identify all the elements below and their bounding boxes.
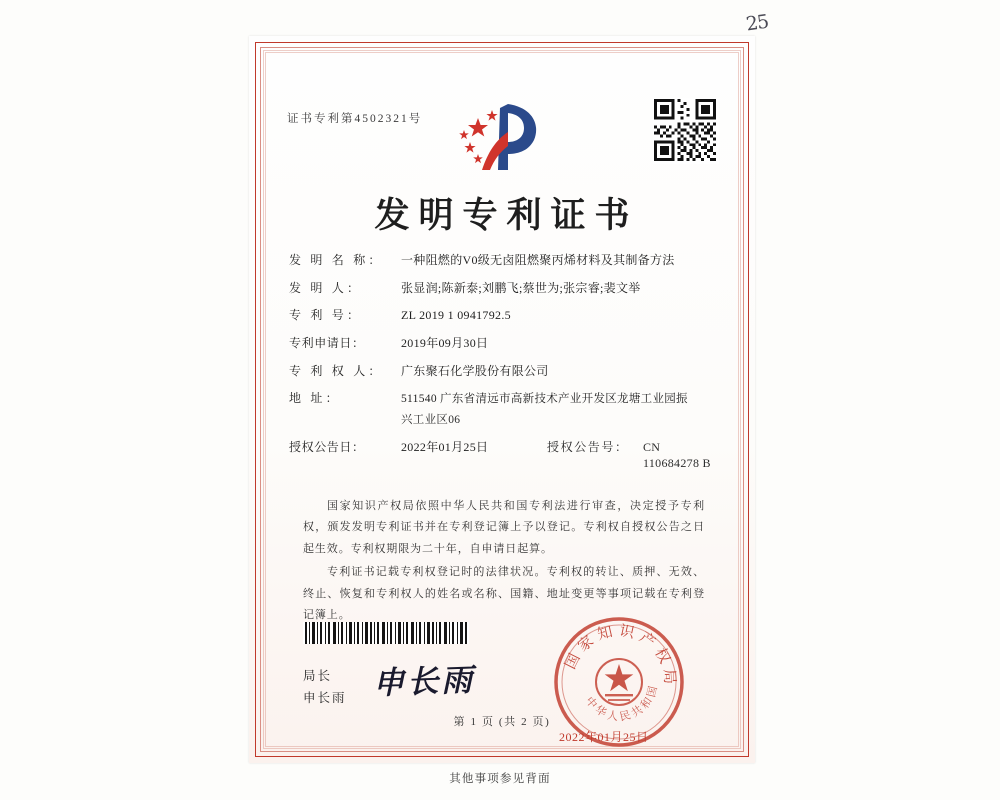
svg-text:中华人民共和国: 中华人民共和国 xyxy=(582,681,661,724)
qr-code xyxy=(653,98,719,164)
field-value-announcement-no: CN 110684278 B xyxy=(643,439,711,471)
field-label: 专 利 号： xyxy=(289,308,363,323)
field-inventors xyxy=(289,280,717,296)
legal-paragraph-1: 国家知识产权局依照中华人民共和国专利法进行审查，决定授予专利权，颁发发明专利证书并在专利登记簿上予以登记。专利权自授权公告之日起生效。专利权期限为二十年，自申请日起算。 xyxy=(303,500,705,555)
page-title: 发明专利证书 xyxy=(374,195,639,236)
field-label-grant-date: 授权公告日： xyxy=(289,439,365,454)
field-label-announcement-no: 授权公告号： xyxy=(547,439,629,454)
below-page-note: 其他事项参见背面 xyxy=(449,773,551,785)
field-label: 发 明 人： xyxy=(289,280,363,295)
field-value: 一种阻燃的V0级无卤阻燃聚丙烯材料及其制备方法 xyxy=(401,253,675,267)
field-value-grant-date: 2022年01月25日 xyxy=(401,439,489,454)
legal-paragraph-2: 专利证书记载专利权登记时的法律状况。专利权的转让、质押、无效、终止、恢复和专利权人的姓名或名称、国籍、地址变更等事项记载在专利登记簿上。 xyxy=(303,566,705,622)
field-address xyxy=(289,390,717,408)
patent-certificate xyxy=(249,36,755,763)
certificate-fields xyxy=(289,252,717,483)
field-application-date xyxy=(289,335,717,351)
field-value: ZL 2019 1 0941792.5 xyxy=(401,308,511,323)
signature-name-label: 申长雨 xyxy=(303,690,347,705)
field-value: 张显润;陈新泰;刘鹏飞;蔡世为;张宗睿;裴文举 xyxy=(401,280,641,295)
field-value: 2019年09月30日 xyxy=(401,336,489,351)
barcode xyxy=(303,622,469,644)
field-value: 广东聚石化学股份有限公司 xyxy=(401,363,549,378)
field-invention-name xyxy=(289,252,717,268)
svg-text:国家知识产权局: 国家知识产权局 xyxy=(560,621,680,690)
cnipa-emblem-icon xyxy=(448,96,556,178)
certificate-number: 证书专利第4502321号 xyxy=(287,113,423,125)
field-patent-number xyxy=(289,307,717,323)
seal-date: 2022年01月25日 xyxy=(559,730,649,744)
signature-title-label: 局长 xyxy=(303,669,333,683)
handwritten-signature: 申长雨 xyxy=(372,662,476,702)
signature-block xyxy=(303,666,347,710)
field-patentee xyxy=(289,363,717,379)
page-footer: 第 1 页 (共 2 页) xyxy=(453,716,551,728)
field-label: 发 明 名 称： xyxy=(289,253,384,267)
field-address-continuation: 兴工业区06 xyxy=(401,414,461,427)
field-label: 专利申请日： xyxy=(289,336,365,351)
legal-text xyxy=(303,496,705,629)
field-grant-row xyxy=(289,439,717,471)
handwritten-corner-mark: 25 xyxy=(744,10,770,36)
field-value: 511540 广东省清远市高新技术产业开发区龙塘工业园振 xyxy=(401,393,688,406)
field-label: 专 利 权 人： xyxy=(289,363,384,378)
field-label: 地 址： xyxy=(289,391,341,406)
